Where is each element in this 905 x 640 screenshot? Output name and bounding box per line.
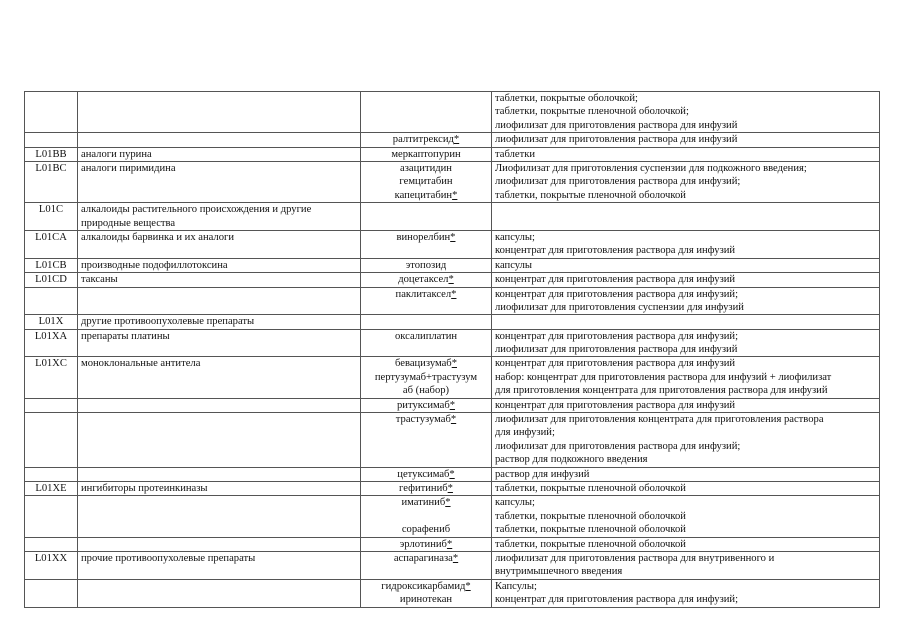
drug-name-line: [364, 357, 488, 370]
drug-name-line-text: эрлотиниб: [399, 538, 447, 550]
table-row: [25, 133, 880, 147]
dosage-form-line-text: лиофилизат для приготовления раствора для инфузий;: [495, 440, 741, 452]
dosage-form-line: [495, 523, 876, 536]
dosage-form-line-text: таблетки, покрытые пленочной оболочкой: [495, 524, 686, 536]
drug-name-line-text: этопозид: [405, 259, 447, 271]
dosage-form-line-text: таблетки, покрытые пленочной оболочкой: [495, 538, 686, 550]
drug-name-cell: [361, 398, 492, 412]
dosage-form-line: [495, 538, 876, 551]
dosage-form-cell: [492, 203, 880, 231]
drug-name-cell: [361, 329, 492, 357]
dosage-form-line-text: капсулы: [495, 259, 533, 271]
group-name-cell: [78, 482, 361, 496]
asterisk-mark: *: [445, 497, 451, 509]
group-name-cell: [78, 147, 361, 161]
group-name-cell: [78, 161, 361, 202]
dosage-form-line-text: таблетки, покрытые пленочной оболочкой;: [495, 106, 689, 118]
table-row: [25, 357, 880, 398]
dosage-form-line-text: капсулы;: [495, 497, 535, 509]
group-name-line-text: природные вещества: [81, 217, 176, 229]
table-row: [25, 398, 880, 412]
drug-name-cell: [361, 537, 492, 551]
dosage-form-line: [495, 162, 876, 175]
dosage-form-line-text: концентрат для приготовления раствора для инфузий;: [495, 594, 739, 606]
drug-name-cell: [361, 467, 492, 481]
drug-name-line: [364, 482, 488, 495]
dosage-form-line: [495, 399, 876, 412]
group-name-cell: [78, 92, 361, 133]
dosage-form-line: [495, 580, 876, 593]
group-name-line: [81, 357, 357, 370]
dosage-form-line: [495, 231, 876, 244]
drug-name-line: [364, 273, 488, 286]
group-name-cell: [78, 329, 361, 357]
drug-name-line-text: трастузумаб: [395, 414, 451, 426]
drug-name-line-text: гидроксикарбамид: [381, 580, 466, 592]
atc-code: L01XC: [35, 358, 67, 370]
dosage-form-cell: [492, 329, 880, 357]
atc-code-cell: [25, 258, 78, 272]
atc-code-cell: [25, 147, 78, 161]
group-name-cell: [78, 579, 361, 607]
drug-name-cell: [361, 551, 492, 579]
atc-code: L01XX: [34, 552, 68, 564]
dosage-form-line: [495, 384, 876, 397]
dosage-form-line-text: набор: концентрат для приготовления раствора для инфузий + лиофилизат: [495, 371, 832, 383]
drug-name-cell: [361, 482, 492, 496]
group-name-cell: [78, 133, 361, 147]
group-name-line-text: алкалоиды барвинка и их аналоги: [81, 231, 235, 243]
drug-list-table: [24, 91, 880, 608]
drug-name-line-text: азацитидин: [400, 162, 452, 174]
atc-code-cell: [25, 357, 78, 398]
asterisk-mark: *: [465, 580, 471, 592]
dosage-form-line-text: концентрат для приготовления раствора для инфузий: [495, 245, 736, 257]
asterisk-mark: *: [452, 189, 458, 201]
asterisk-mark: *: [452, 552, 459, 564]
table-row: [25, 161, 880, 202]
drug-name-cell: [361, 258, 492, 272]
drug-name-cell: [361, 579, 492, 607]
drug-name-line-text: аб (набор): [402, 385, 450, 397]
atc-code-cell: [25, 161, 78, 202]
dosage-form-line-text: капсулы;: [495, 231, 535, 243]
table-row: [25, 92, 880, 133]
group-name-cell: [78, 357, 361, 398]
asterisk-mark: *: [449, 468, 455, 480]
atc-code-cell: [25, 398, 78, 412]
group-name-cell: [78, 203, 361, 231]
drug-name-line-text: бевацизумаб: [395, 358, 452, 370]
dosage-form-cell: [492, 287, 880, 315]
drug-name-line: [364, 92, 488, 105]
dosage-form-cell: [492, 398, 880, 412]
group-name-line: [81, 552, 357, 565]
atc-code-cell: [25, 203, 78, 231]
dosage-form-line-text: лиофилизат для приготовления раствора для инфузий: [495, 344, 738, 356]
drug-name-cell: [361, 496, 492, 537]
drug-name-line: [364, 552, 488, 565]
drug-name-cell: [361, 273, 492, 287]
drug-table-body: [25, 92, 880, 608]
atc-code: L01CA: [35, 231, 67, 243]
table-row: [25, 329, 880, 357]
drug-name-line-text: гемцитабин: [399, 176, 453, 188]
group-name-line: [81, 231, 357, 244]
group-name-cell: [78, 258, 361, 272]
asterisk-mark: *: [447, 483, 453, 494]
dosage-form-cell: [492, 357, 880, 398]
dosage-form-line: [495, 105, 876, 118]
group-name-line-text: таксаны: [81, 274, 118, 286]
dosage-form-line: [495, 288, 876, 301]
group-name-cell: [78, 315, 361, 329]
atc-code: L01BC: [35, 162, 67, 174]
table-row: [25, 496, 880, 537]
table-row: [25, 273, 880, 287]
dosage-form-cell: [492, 230, 880, 258]
dosage-form-line: [495, 133, 876, 146]
dosage-form-line: [495, 552, 876, 565]
group-name-cell: [78, 287, 361, 315]
dosage-form-cell: [492, 467, 880, 481]
dosage-form-line-text: концентрат для приготовления раствора для инфузий;: [495, 288, 739, 300]
group-name-line-text: ингибиторы протеинкиназы: [81, 483, 208, 494]
atc-code-cell: [25, 496, 78, 537]
dosage-form-cell: [492, 161, 880, 202]
atc-code: L01CD: [35, 274, 67, 286]
dosage-form-line: [495, 330, 876, 343]
drug-name-line: [364, 259, 488, 272]
drug-name-line-text: капецитабин: [394, 189, 453, 201]
table-row: [25, 147, 880, 161]
drug-name-line-text: винорелбин: [396, 231, 451, 243]
drug-name-cell: [361, 147, 492, 161]
drug-name-line: [364, 468, 488, 481]
group-name-line: [81, 259, 357, 272]
table-row: [25, 467, 880, 481]
drug-name-line-text: доцетаксел: [398, 274, 449, 286]
drug-name-cell: [361, 357, 492, 398]
asterisk-mark: *: [453, 134, 460, 146]
atc-code-cell: [25, 413, 78, 468]
dosage-form-line: [495, 371, 876, 384]
group-name-line-text: прочие противоопухолевые препараты: [81, 552, 256, 564]
dosage-form-cell: [492, 537, 880, 551]
dosage-form-line-text: таблетки, покрытые оболочкой;: [495, 93, 638, 104]
table-row: [25, 579, 880, 607]
drug-name-line: [364, 399, 488, 412]
group-name-line-text: производные подофиллотоксина: [81, 259, 228, 271]
group-name-line-text: аналоги пурина: [81, 148, 152, 160]
dosage-form-line: [495, 510, 876, 523]
dosage-form-line-text: лиофилизат для приготовления концентрата для приготовления раствора: [495, 414, 824, 426]
atc-code-cell: [25, 273, 78, 287]
group-name-line-text: препараты платины: [81, 330, 170, 342]
drug-name-line-text: гефитиниб: [399, 483, 448, 494]
atc-code: L01XA: [34, 330, 68, 342]
group-name-line: [81, 203, 357, 216]
atc-code-cell: [25, 92, 78, 133]
drug-name-line: [364, 538, 488, 551]
dosage-form-line: [495, 259, 876, 272]
group-name-cell: [78, 537, 361, 551]
dosage-form-line: [495, 357, 876, 370]
atc-code-cell: [25, 482, 78, 496]
group-name-line: [81, 273, 357, 286]
asterisk-mark: *: [448, 274, 454, 286]
dosage-form-line: [495, 273, 876, 286]
drug-name-line: [364, 231, 488, 244]
drug-name-line-text: пертузумаб+трастузум: [374, 371, 478, 383]
dosage-form-line: [495, 453, 876, 466]
dosage-form-line: [495, 92, 876, 105]
dosage-form-line-text: лиофилизат для приготовления суспензии для инфузий: [495, 301, 744, 313]
asterisk-mark: *: [449, 399, 456, 411]
drug-name-line: [364, 371, 488, 384]
dosage-form-line: [495, 343, 876, 356]
table-row: [25, 551, 880, 579]
dosage-form-cell: [492, 579, 880, 607]
drug-name-line: [364, 384, 488, 397]
dosage-form-line-text: концентрат для приготовления раствора для инфузий: [495, 274, 736, 286]
group-name-line-text: алкалоиды растительного происхождения и другие: [81, 204, 312, 216]
dosage-form-line: [495, 189, 876, 202]
dosage-form-line: [495, 440, 876, 453]
dosage-form-line: [495, 119, 876, 132]
group-name-cell: [78, 230, 361, 258]
dosage-form-cell: [492, 92, 880, 133]
dosage-form-line: [495, 148, 876, 161]
table-row: [25, 230, 880, 258]
dosage-form-cell: [492, 147, 880, 161]
dosage-form-line: [495, 175, 876, 188]
drug-name-line-text: аспарагиназа: [393, 552, 453, 564]
dosage-form-cell: [492, 413, 880, 468]
dosage-form-cell: [492, 551, 880, 579]
atc-code-cell: [25, 287, 78, 315]
dosage-form-line: [495, 244, 876, 257]
drug-name-line-text: оксалиплатин: [394, 330, 458, 342]
drug-name-line-text: цетуксимаб: [397, 468, 450, 480]
atc-code-cell: [25, 315, 78, 329]
drug-name-line: [364, 148, 488, 161]
dosage-form-line-text: Лиофилизат для приготовления суспензии для подкожного введения;: [495, 162, 807, 174]
table-row: [25, 482, 880, 496]
group-name-line-text: моноклональные антитела: [81, 358, 201, 370]
atc-code-cell: [25, 579, 78, 607]
drug-name-line: [364, 288, 488, 301]
dosage-form-line-text: таблетки: [495, 148, 536, 160]
drug-name-line: [364, 413, 488, 426]
drug-name-line: [364, 162, 488, 175]
drug-name-line: [364, 119, 488, 132]
atc-code-cell: [25, 329, 78, 357]
asterisk-mark: *: [451, 288, 457, 300]
dosage-form-line: [495, 482, 876, 495]
table-row: [25, 413, 880, 468]
dosage-form-line: [495, 468, 876, 481]
group-name-line-text: другие противоопухолевые препараты: [81, 316, 255, 328]
drug-name-cell: [361, 315, 492, 329]
group-name-line: [81, 482, 357, 495]
drug-name-line-text: иринотекан: [399, 594, 453, 606]
group-name-line: [81, 217, 357, 230]
drug-name-line: [364, 593, 488, 606]
dosage-form-line-text: внутримышечного введения: [495, 566, 623, 578]
table-row: [25, 287, 880, 315]
asterisk-mark: *: [450, 231, 456, 243]
atc-code-cell: [25, 551, 78, 579]
dosage-form-line: [495, 593, 876, 606]
group-name-line-text: аналоги пиримидина: [81, 162, 176, 174]
dosage-form-line-text: раствор для подкожного введения: [495, 454, 648, 466]
dosage-form-line-text: концентрат для приготовления раствора для инфузий;: [495, 330, 739, 342]
drug-name-line: [364, 133, 488, 146]
dosage-form-line-text: Капсулы;: [495, 580, 537, 592]
dosage-form-line-text: для инфузий;: [495, 427, 555, 439]
table-row: [25, 203, 880, 231]
drug-name-cell: [361, 230, 492, 258]
asterisk-mark: *: [450, 414, 457, 426]
atc-code: L01CB: [35, 259, 67, 271]
dosage-form-cell: [492, 273, 880, 287]
atc-code: L01C: [38, 204, 64, 216]
atc-code: L01BB: [35, 148, 67, 160]
dosage-form-line: [495, 565, 876, 578]
group-name-cell: [78, 467, 361, 481]
group-name-line: [81, 315, 357, 328]
dosage-form-line-text: таблетки, покрытые пленочной оболочкой: [495, 483, 686, 494]
table-row: [25, 258, 880, 272]
drug-name-line-text: меркаптопурин: [391, 148, 461, 160]
group-name-cell: [78, 273, 361, 287]
dosage-form-line: [495, 413, 876, 426]
atc-code-cell: [25, 230, 78, 258]
drug-name-cell: [361, 133, 492, 147]
drug-name-line-text: ритуксимаб: [396, 399, 450, 411]
drug-name-line: [364, 496, 488, 509]
dosage-form-line-text: таблетки, покрытые пленочной оболочкой: [495, 510, 686, 522]
drug-name-cell: [361, 287, 492, 315]
group-name-cell: [78, 551, 361, 579]
drug-name-line-text: сорафениб: [401, 524, 451, 536]
drug-name-line-text: ралтитрексид: [392, 134, 454, 146]
drug-name-cell: [361, 92, 492, 133]
drug-name-cell: [361, 203, 492, 231]
group-name-cell: [78, 398, 361, 412]
dosage-form-cell: [492, 315, 880, 329]
dosage-form-line-text: для приготовления концентрата для приготовления раствора для инфузий: [495, 385, 828, 397]
group-name-cell: [78, 413, 361, 468]
drug-name-line: [364, 510, 488, 523]
dosage-form-line: [495, 426, 876, 439]
dosage-form-cell: [492, 258, 880, 272]
group-name-line: [81, 330, 357, 343]
asterisk-mark: *: [451, 358, 457, 370]
dosage-form-line-text: лиофилизат для приготовления раствора для внутривенного и: [495, 552, 775, 564]
dosage-form-cell: [492, 496, 880, 537]
asterisk-mark: *: [446, 538, 453, 550]
drug-name-line: [364, 175, 488, 188]
drug-name-line: [364, 189, 488, 202]
atc-code-cell: [25, 537, 78, 551]
atc-code-cell: [25, 133, 78, 147]
dosage-form-line: [495, 301, 876, 314]
dosage-form-line-text: раствор для инфузий: [495, 468, 590, 480]
drug-name-line: [364, 330, 488, 343]
dosage-form-line-text: лиофилизат для приготовления раствора для инфузий: [495, 119, 738, 131]
group-name-cell: [78, 496, 361, 537]
drug-name-line-text: иматиниб: [401, 497, 446, 509]
drug-name-cell: [361, 161, 492, 202]
dosage-form-line-text: концентрат для приготовления раствора для инфузий: [495, 399, 736, 411]
drug-name-line-text: паклитаксел: [395, 288, 452, 300]
drug-name-line: [364, 580, 488, 593]
group-name-line: [81, 148, 357, 161]
dosage-form-line-text: таблетки, покрытые пленочной оболочкой: [495, 189, 686, 201]
dosage-form-cell: [492, 133, 880, 147]
atc-code: L01XE: [35, 483, 67, 494]
dosage-form-line-text: лиофилизат для приготовления раствора для инфузий: [495, 134, 738, 146]
dosage-form-line-text: лиофилизат для приготовления раствора для инфузий;: [495, 176, 741, 188]
table-row: [25, 315, 880, 329]
atc-code: L01X: [38, 316, 64, 328]
atc-code-cell: [25, 467, 78, 481]
group-name-line: [81, 162, 357, 175]
table-row: [25, 537, 880, 551]
dosage-form-line: [495, 496, 876, 509]
drug-name-line: [364, 523, 488, 536]
drug-name-line: [364, 105, 488, 118]
drug-name-cell: [361, 413, 492, 468]
dosage-form-line-text: концентрат для приготовления раствора для инфузий: [495, 358, 736, 370]
dosage-form-cell: [492, 482, 880, 496]
